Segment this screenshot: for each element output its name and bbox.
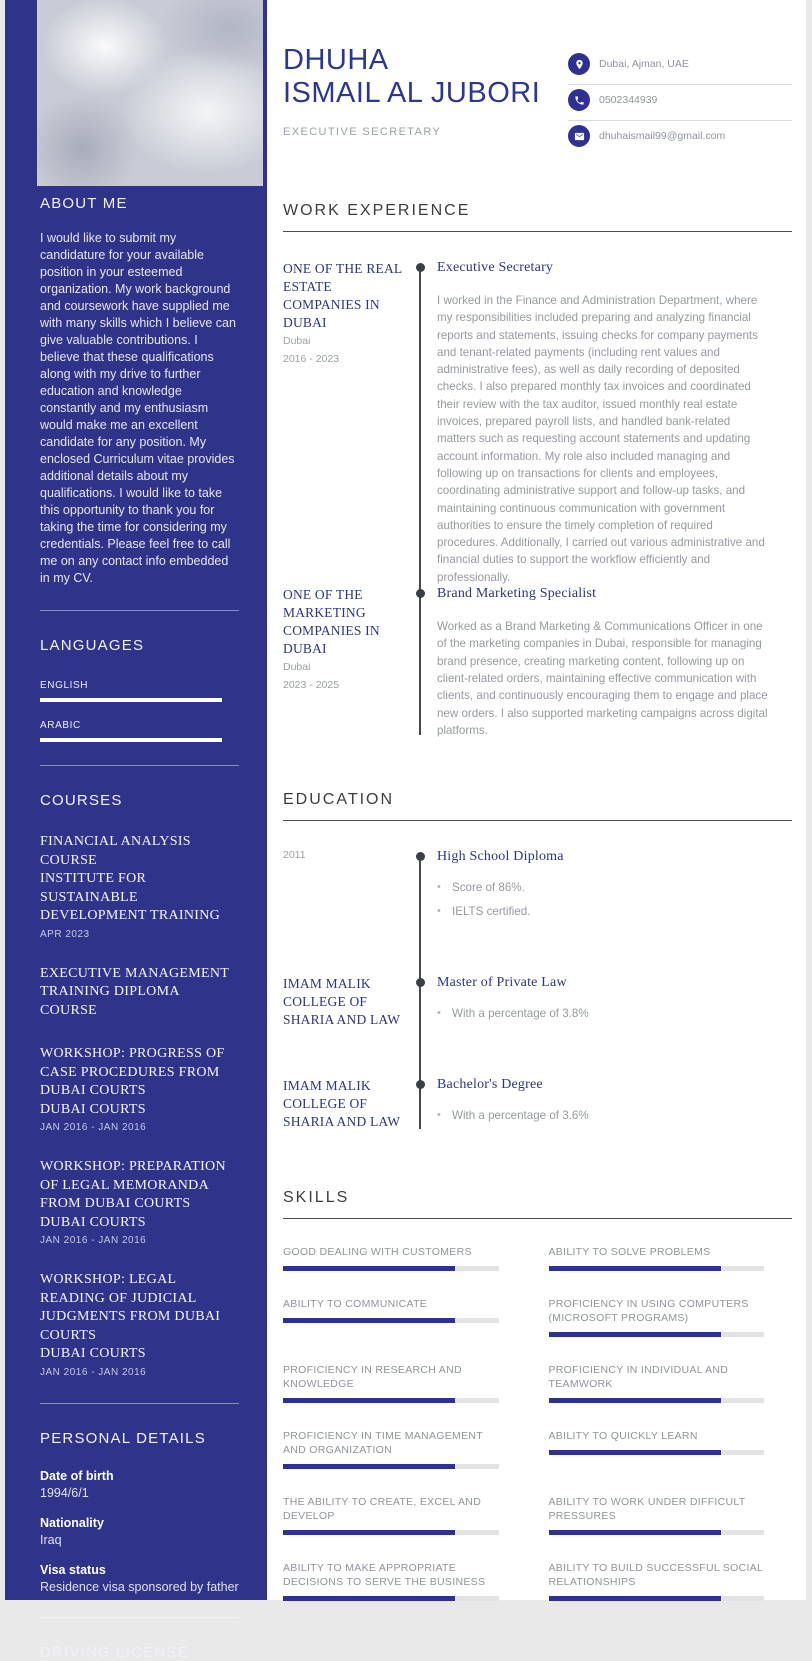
phone-icon bbox=[574, 95, 585, 106]
timeline-dot bbox=[416, 1080, 425, 1089]
job-description: I worked in the Finance and Administration Department, where my responsibilities included preparing and analyzing financial reports and statements, issuing checks for company payments and tenant-related payments (including rent values and administrative fees), as well as daily recording of deposited checks. I also prepared monthly tax invoices and coordinated their review with the tax auditor, issued monthly real estate invoices, prepared payroll lists, and handled bank-related matters such as requesting account statements and updating account information. My role also included managing and following up on transactions for clients and employees, coordinating administrative support and follow-up tasks, and maintaining continuous communication with government authorities to ensure the timely completion of required procedures. Additionally, I carried out various administrative and financial duties to support the workflow efficiently and professionally. bbox=[437, 294, 765, 584]
work-entry bbox=[283, 586, 792, 739]
contact-icon bbox=[568, 53, 590, 75]
skill-item bbox=[283, 1363, 499, 1403]
company-name: ONE OF THE REAL ESTATE COMPANIES IN DUBAI bbox=[283, 261, 402, 330]
skill-item bbox=[549, 1561, 765, 1601]
language-item bbox=[40, 680, 239, 702]
work-entry-meta bbox=[283, 586, 403, 739]
contact-row bbox=[568, 121, 792, 156]
course-date: JAN 2016 - JAN 2016 bbox=[40, 1366, 147, 1378]
sidebar-divider bbox=[40, 610, 239, 611]
skill-item bbox=[283, 1245, 499, 1271]
skill-item bbox=[549, 1245, 765, 1271]
language-bar-track bbox=[40, 738, 222, 742]
personal-detail-label: Date of birth bbox=[40, 1468, 114, 1483]
degree-title: Master of Private Law bbox=[437, 975, 567, 991]
skill-label: ABILITY TO BUILD SUCCESSFUL SOCIAL RELATIONSHIPS bbox=[548, 1562, 763, 1589]
company-name: ONE OF THE MARKETING COMPANIES IN DUBAI bbox=[283, 587, 380, 657]
education-bullet bbox=[437, 1007, 772, 1020]
sidebar-divider bbox=[40, 1617, 239, 1618]
driving-license-section bbox=[40, 1644, 239, 1661]
course-title: WORKSHOP: PREPARATION OF LEGAL MEMORANDA FROM DUBAI COURTS bbox=[40, 1159, 226, 1211]
cv-page bbox=[5, 0, 806, 1661]
degree-title: Bachelor's Degree bbox=[437, 1077, 543, 1093]
skill-label: ABILITY TO MAKE APPROPRIATE DECISIONS TO SERVE THE BUSINESS bbox=[283, 1562, 486, 1589]
sidebar-divider bbox=[40, 765, 239, 766]
skills-heading: SKILLS bbox=[283, 1189, 792, 1219]
bullet-text: Score of 86%. bbox=[452, 881, 525, 895]
skill-bar-fill bbox=[549, 1266, 721, 1271]
work-entry-content bbox=[437, 586, 792, 739]
skill-label: PROFICIENCY IN USING COMPUTERS (MICROSOFT PROGRAMS) bbox=[548, 1298, 749, 1325]
skill-bar-track bbox=[283, 1596, 499, 1601]
language-item bbox=[40, 720, 239, 742]
language-name: ENGLISH bbox=[40, 680, 89, 691]
contact-icon bbox=[568, 125, 590, 147]
personal-detail-value: 1994/6/1 bbox=[40, 1485, 89, 1500]
education-entry bbox=[283, 975, 792, 1031]
course-title: FINANCIAL ANALYSIS COURSE bbox=[40, 834, 191, 868]
language-bar-fill bbox=[40, 698, 222, 702]
timeline-dot bbox=[416, 589, 425, 598]
education-bullet bbox=[437, 1109, 772, 1122]
skill-bar-track bbox=[549, 1596, 765, 1601]
education-entry-content bbox=[437, 975, 792, 1031]
personal-details-section bbox=[40, 1430, 239, 1594]
skill-item bbox=[283, 1429, 499, 1469]
education-bullet bbox=[437, 905, 772, 918]
course-title: EXECUTIVE MANAGEMENT TRAINING DIPLOMA COURSE bbox=[40, 965, 229, 1018]
education-entry-meta bbox=[283, 849, 403, 929]
bullet-dot-icon: • bbox=[437, 905, 441, 918]
skill-bar-fill bbox=[549, 1450, 721, 1455]
company-location: Dubai bbox=[283, 661, 311, 674]
profile-photo bbox=[37, 0, 263, 186]
education-entry-meta bbox=[283, 975, 403, 1031]
languages-heading: LANGUAGES bbox=[40, 637, 145, 654]
contact-text: 0502344939 bbox=[599, 94, 658, 106]
sidebar bbox=[5, 0, 267, 1661]
timeline-dot bbox=[416, 978, 425, 987]
education-entry-content bbox=[437, 1077, 792, 1133]
education-date: 2011 bbox=[283, 849, 306, 862]
company-location: Dubai bbox=[283, 335, 311, 347]
courses-heading: COURSES bbox=[40, 792, 123, 809]
contact-block bbox=[568, 44, 792, 156]
skill-bar-fill bbox=[283, 1266, 455, 1271]
education-entry bbox=[283, 849, 792, 929]
course-item bbox=[40, 965, 239, 1021]
skill-item bbox=[283, 1495, 499, 1535]
education-timeline bbox=[283, 849, 792, 1133]
bullet-text: With a percentage of 3.8% bbox=[452, 1007, 589, 1021]
skill-label: GOOD DEALING WITH CUSTOMERS bbox=[283, 1246, 472, 1259]
skill-item bbox=[549, 1297, 765, 1337]
job-role: EXECUTIVE SECRETARY bbox=[283, 126, 442, 138]
course-date: APR 2023 bbox=[40, 928, 90, 940]
email-icon bbox=[574, 131, 585, 142]
skills-section bbox=[283, 1189, 792, 1601]
work-dates: 2016 - 2023 bbox=[283, 353, 340, 365]
skill-bar-fill bbox=[283, 1530, 455, 1535]
course-institution: DUBAI COURTS bbox=[40, 1214, 146, 1230]
bullet-dot-icon: • bbox=[437, 1109, 441, 1122]
work-entry-content bbox=[437, 260, 792, 586]
personal-detail-value: Iraq bbox=[40, 1532, 62, 1547]
skill-label: PROFICIENCY IN RESEARCH AND KNOWLEDGE bbox=[283, 1364, 462, 1391]
skill-bar-fill bbox=[283, 1464, 455, 1469]
education-bullet bbox=[437, 881, 772, 894]
skill-bar-fill bbox=[549, 1596, 721, 1601]
bullet-dot-icon: • bbox=[437, 1007, 441, 1020]
skill-label: THE ABILITY TO CREATE, EXCEL AND DEVELOP bbox=[283, 1496, 482, 1523]
main-content bbox=[283, 0, 792, 1601]
skill-bar-fill bbox=[283, 1398, 455, 1403]
personal-detail-value: Residence visa sponsored by father bbox=[40, 1579, 239, 1594]
work-dates: 2023 - 2025 bbox=[283, 679, 340, 692]
bullet-text: With a percentage of 3.6% bbox=[452, 1109, 589, 1123]
skill-bar-fill bbox=[283, 1596, 455, 1601]
education-entry-content bbox=[437, 849, 792, 929]
skill-item bbox=[549, 1363, 765, 1403]
education-entry bbox=[283, 1077, 792, 1133]
header bbox=[283, 0, 792, 156]
course-date: JAN 2016 - JAN 2016 bbox=[40, 1122, 147, 1133]
personal-detail-label: Visa status bbox=[40, 1562, 106, 1577]
skill-label: PROFICIENCY IN INDIVIDUAL AND TEAMWORK bbox=[548, 1364, 729, 1391]
skill-bar-track bbox=[283, 1318, 499, 1323]
course-institution: INSTITUTE FOR SUSTAINABLE DEVELOPMENT TRAINING bbox=[40, 871, 221, 923]
education-bullets bbox=[437, 881, 772, 918]
sidebar-divider bbox=[40, 1403, 239, 1404]
work-experience-heading: WORK EXPERIENCE bbox=[283, 202, 792, 232]
about-section bbox=[40, 195, 239, 587]
timeline-dot bbox=[416, 852, 425, 861]
course-date: JAN 2016 - JAN 2016 bbox=[40, 1235, 147, 1246]
skill-bar-track bbox=[283, 1398, 499, 1403]
skill-label: ABILITY TO COMMUNICATE bbox=[283, 1298, 428, 1311]
skill-label: ABILITY TO WORK UNDER DIFFICULT PRESSURES bbox=[548, 1496, 746, 1523]
skill-label: ABILITY TO SOLVE PROBLEMS bbox=[548, 1246, 711, 1259]
about-heading: ABOUT ME bbox=[40, 195, 128, 212]
contact-row bbox=[568, 49, 792, 85]
about-text: I would like to submit my candidature for your available position in your esteemed organization. My work background and coursework have supplied me with many skills which I believe can give valuable contributions. I believe that these qualifications along with my drive to further education and knowledge constantly and my enthusiasm would make me an excellent candidate for any position. My enclosed Curriculum vitae provides additional details about my qualifications. I would like to take this opportunity to thank you for taking the time for considering my credentials. Please feel free to call me on any contact info embedded in my CV. bbox=[40, 231, 236, 585]
skill-bar-track bbox=[549, 1266, 765, 1271]
skill-item bbox=[549, 1429, 765, 1455]
skill-bar-fill bbox=[549, 1398, 721, 1403]
personal-detail-item bbox=[40, 1516, 239, 1547]
education-entry-meta bbox=[283, 1077, 403, 1133]
work-timeline bbox=[283, 260, 792, 739]
skill-bar-track bbox=[549, 1332, 765, 1337]
location-pin-icon bbox=[574, 59, 585, 70]
job-title: Brand Marketing Specialist bbox=[437, 586, 597, 602]
skill-item bbox=[549, 1495, 765, 1535]
education-heading: EDUCATION bbox=[283, 791, 792, 821]
skill-bar-track bbox=[283, 1464, 499, 1469]
work-entry bbox=[283, 260, 792, 586]
name-block bbox=[283, 44, 540, 156]
education-bullets bbox=[437, 1007, 772, 1020]
driving-license-heading: DRIVING LICENSE bbox=[40, 1643, 189, 1661]
contact-icon bbox=[568, 89, 590, 111]
skill-bar-track bbox=[283, 1530, 499, 1535]
personal-detail-item bbox=[40, 1469, 239, 1500]
skill-bar-track bbox=[549, 1450, 765, 1455]
course-institution: DUBAI COURTS bbox=[40, 1346, 146, 1361]
personal-detail-item bbox=[40, 1563, 239, 1594]
contact-text: dhuhaismail99@gmail.com bbox=[599, 130, 726, 142]
school-name: IMAM MALIK COLLEGE OF SHARIA AND LAW bbox=[283, 976, 401, 1028]
degree-title: High School Diploma bbox=[437, 849, 564, 865]
personal-details-heading: PERSONAL DETAILS bbox=[40, 1429, 206, 1447]
timeline-gutter bbox=[403, 260, 437, 586]
course-title: WORKSHOP: LEGAL READING OF JUDICIAL JUDGMENTS FROM DUBAI COURTS bbox=[40, 1272, 221, 1343]
personal-detail-label: Nationality bbox=[40, 1515, 104, 1530]
course-title: WORKSHOP: PROGRESS OF CASE PROCEDURES FROM DUBAI COURTS bbox=[40, 1046, 225, 1098]
school-name: IMAM MALIK COLLEGE OF SHARIA AND LAW bbox=[283, 1078, 401, 1130]
skills-grid bbox=[283, 1245, 792, 1601]
course-item bbox=[40, 1271, 239, 1378]
timeline-gutter bbox=[403, 849, 437, 929]
timeline-gutter bbox=[403, 586, 437, 739]
skill-item bbox=[283, 1297, 499, 1323]
skill-label: PROFICIENCY IN TIME MANAGEMENT AND ORGANIZATION bbox=[283, 1430, 483, 1457]
skill-bar-track bbox=[549, 1530, 765, 1535]
course-item bbox=[40, 1045, 239, 1133]
bullet-text: IELTS certified. bbox=[452, 905, 531, 919]
education-section bbox=[283, 791, 792, 1133]
work-entry-meta bbox=[283, 260, 403, 586]
skill-bar-track bbox=[549, 1398, 765, 1403]
contact-text: Dubai, Ajman, UAE bbox=[599, 58, 689, 70]
work-experience-section bbox=[283, 202, 792, 739]
courses-section bbox=[40, 792, 239, 1378]
person-name: DHUHA ISMAIL AL JUBORI bbox=[283, 44, 541, 109]
skill-bar-track bbox=[283, 1266, 499, 1271]
timeline-dot bbox=[416, 263, 425, 272]
bullet-dot-icon: • bbox=[437, 881, 441, 894]
contact-row bbox=[568, 85, 792, 121]
job-description: Worked as a Brand Marketing & Communications Officer in one of the marketing companies in Dubai, responsible for managing brand presence, creating marketing content, following up on client-related orders, maintaining effective communication with clients, and continuously encouraging them to engage and place new orders. I also supported marketing campaigns across digital platforms. bbox=[437, 620, 768, 737]
skill-bar-fill bbox=[549, 1332, 721, 1337]
skill-bar-fill bbox=[283, 1318, 455, 1323]
job-title: Executive Secretary bbox=[437, 260, 554, 275]
course-institution: DUBAI COURTS bbox=[40, 1101, 146, 1117]
languages-section bbox=[40, 637, 239, 742]
skill-label: ABILITY TO QUICKLY LEARN bbox=[548, 1430, 698, 1443]
language-bar-fill bbox=[40, 738, 222, 742]
skill-item bbox=[283, 1561, 499, 1601]
language-bar-track bbox=[40, 698, 222, 702]
course-item bbox=[40, 833, 239, 940]
course-item bbox=[40, 1158, 239, 1246]
language-name: ARABIC bbox=[40, 720, 81, 731]
skill-bar-fill bbox=[549, 1530, 721, 1535]
education-bullets bbox=[437, 1109, 772, 1122]
